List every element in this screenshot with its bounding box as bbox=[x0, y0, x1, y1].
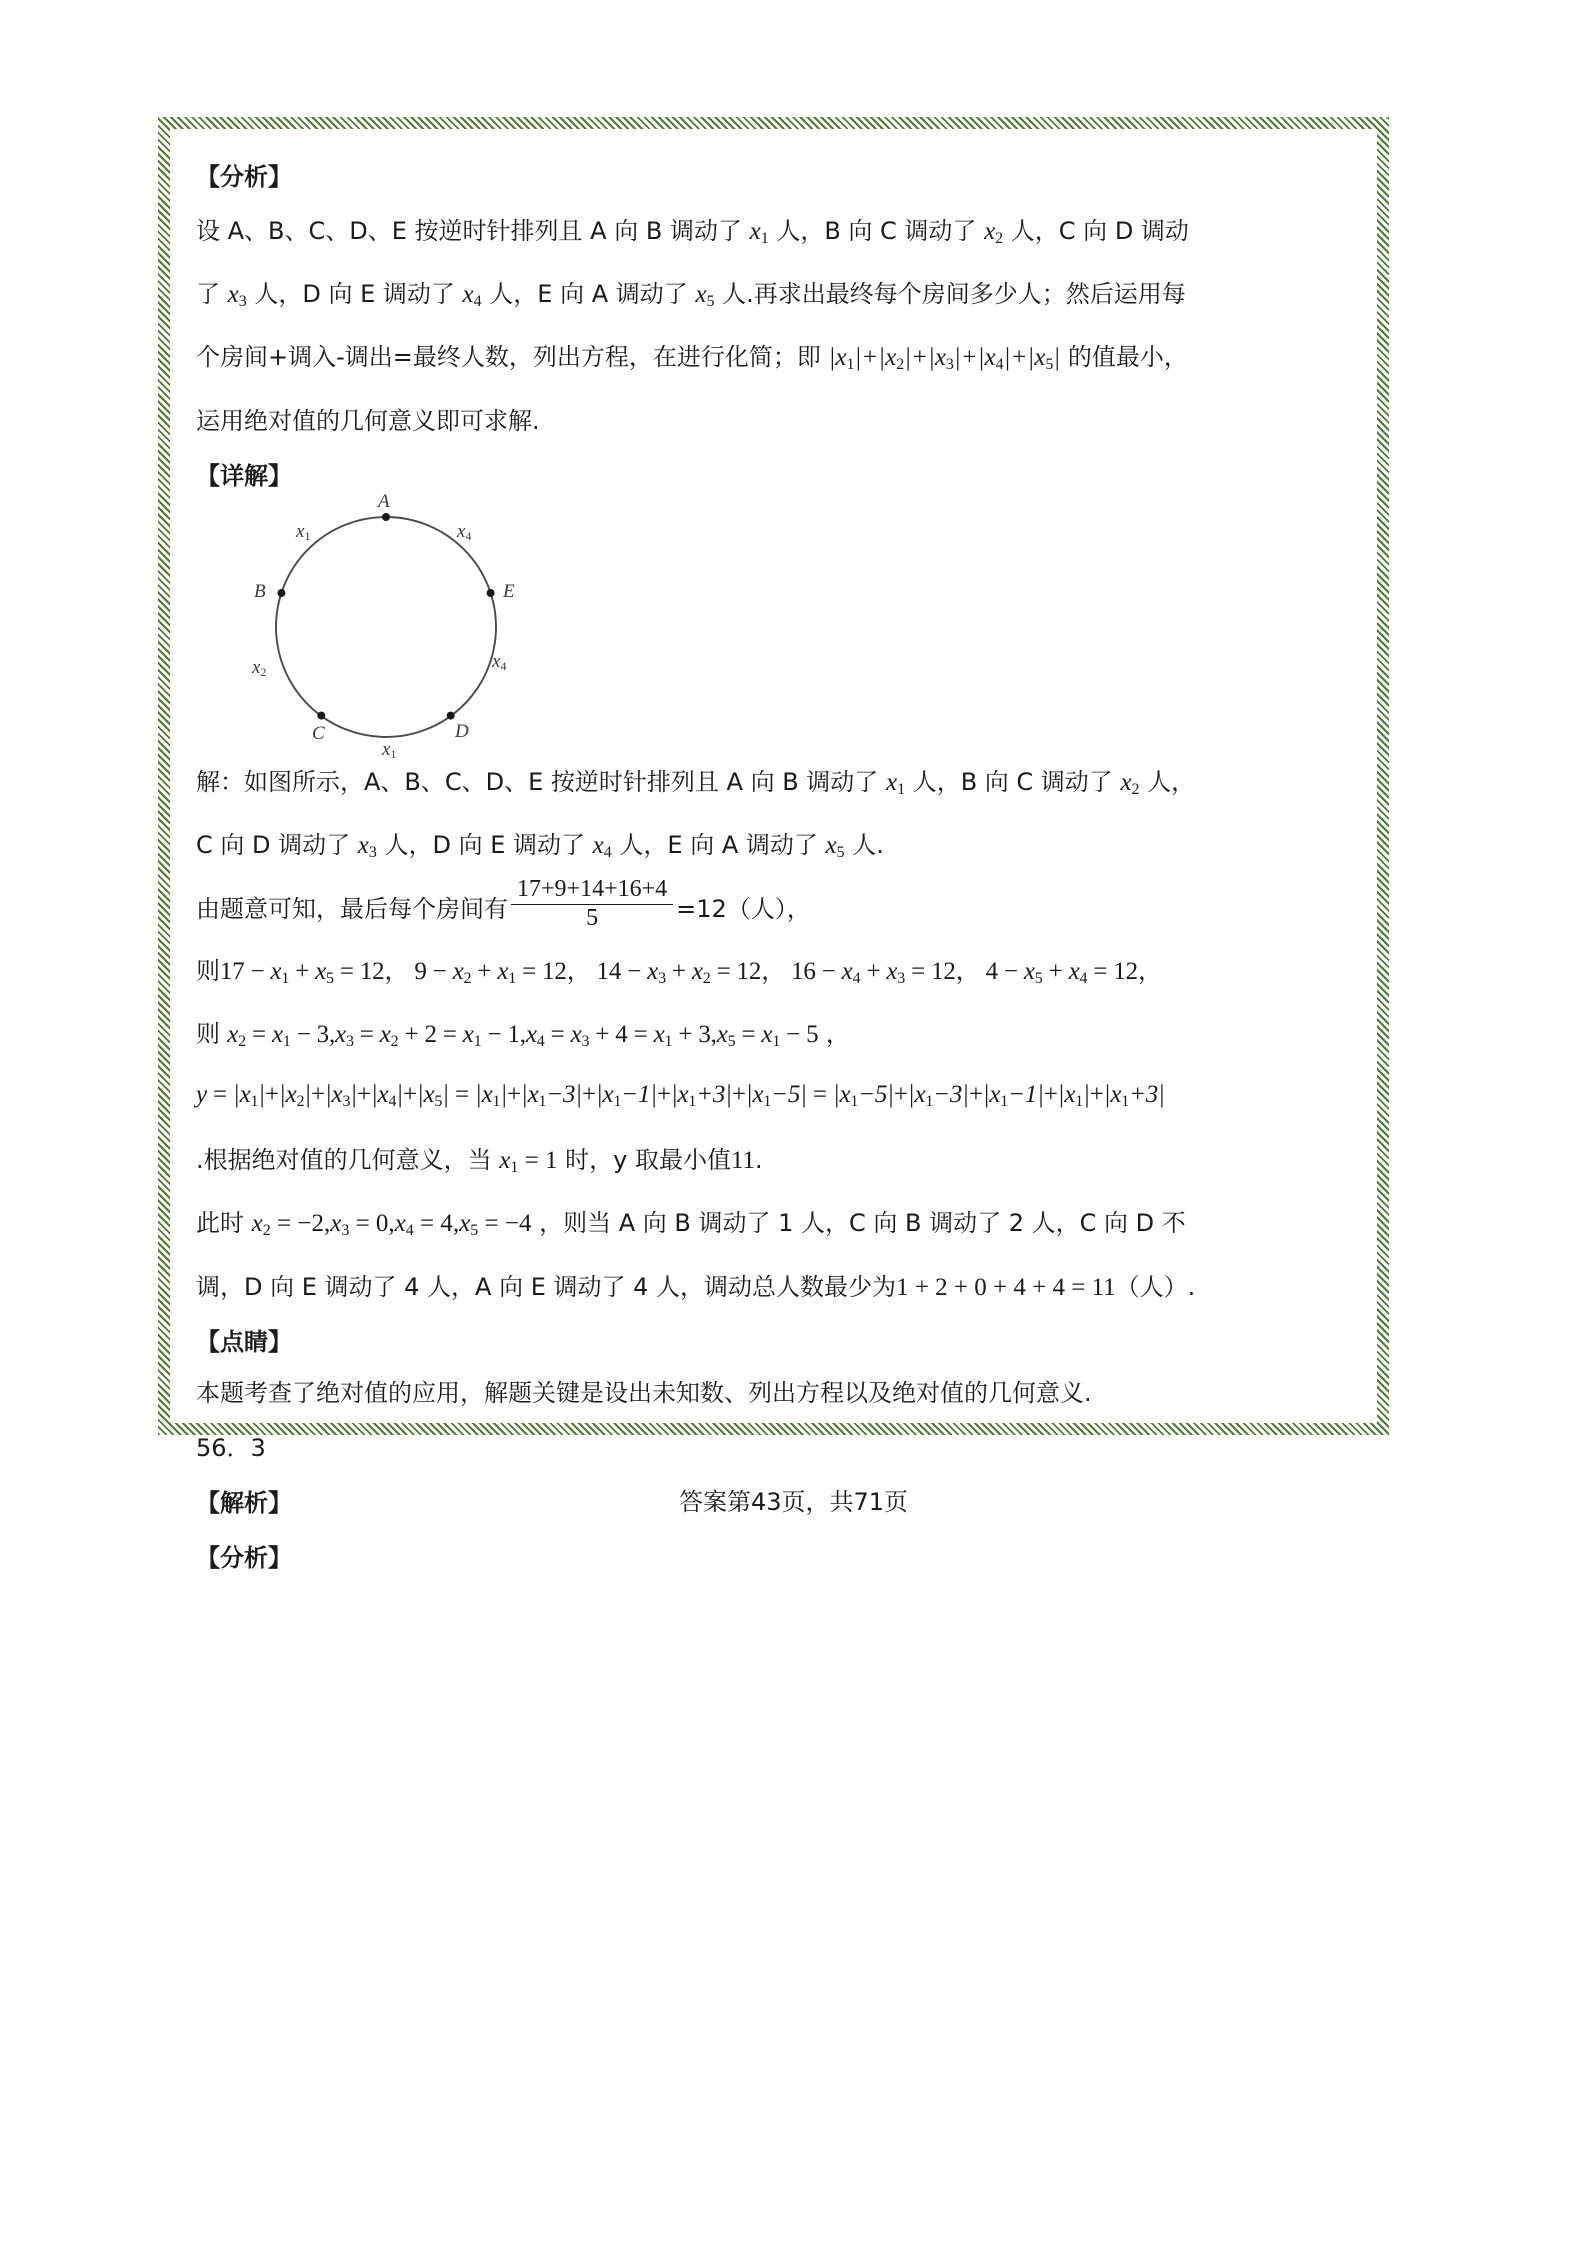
analysis-line-4: 运用绝对值的几何意义即可求解. bbox=[196, 407, 540, 435]
footer-text: 答案第43页，共71页 bbox=[678, 1488, 909, 1516]
diagram-label-e: E bbox=[503, 581, 515, 602]
result-line-1: 此时 $x_2 = -2,x_3 = 0,x_4 = 4,x_5 = -4$ ，则当 A 向 B 调动了 1 人，C 向 B 调动了 2 人，C 向 D 不 bbox=[196, 1209, 1186, 1239]
circle-diagram-svg bbox=[210, 499, 770, 749]
fraction-line bbox=[196, 875, 1351, 938]
diagram-arc-label-x4-right: $x_4$ bbox=[492, 651, 507, 673]
analysis-line-2: 了 $x_3$ 人，D 向 E 调动了 $x_4$ 人，E 向 A 调动了 $x_5$ 人.再求出最终每个房间多少人；然后运用每 bbox=[196, 280, 1186, 310]
analysis-line-1: 设 A、B、C、D、E 按逆时针排列且 A 向 B 调动了 $x_1$ 人，B 向 C 调动了 $x_2$ 人，C 向 D 调动 bbox=[196, 217, 1189, 247]
equations-line-1: 则$17 - x_1 + x_5 = 12$， $9 - x_2 + x_1 = 12$， $14 - x_3 + x_2 = 12$， $16 - x_4 + x_3 = 12$， $4 - x_5 + x_4 = 12$， bbox=[196, 957, 1162, 987]
big-equation-line: $y = |x_1|+|x_2|+|x_3|+|x_4|+|x_5| = |x_1|+|x_1-3|+|x_1-1|+|x_1+3|+|x_1-5| = |x_1-5|+|x_1-3|+|x_1-1|+|x_1|+|x_1+3|$ bbox=[196, 1080, 1165, 1110]
fraction-line-suffix: =12（人）， bbox=[676, 895, 811, 923]
fraction-denominator: 5 bbox=[511, 904, 673, 933]
diagram-circle bbox=[276, 517, 496, 737]
parse-tag: 【解析】 bbox=[196, 1489, 292, 1517]
fraction-line-prefix: 由题意可知，最后每个房间有 bbox=[196, 895, 508, 923]
diagram-point-b bbox=[277, 589, 285, 597]
diagram-arc-label-x1-bottom: $x_1$ bbox=[382, 739, 397, 761]
analysis-tag-row bbox=[196, 151, 1351, 198]
analysis-tag: 【分析】 bbox=[196, 163, 292, 191]
diagram-label-b: B bbox=[254, 581, 266, 602]
diagram-label-a: A bbox=[378, 491, 390, 512]
diagram-arc-label-x4-topright: $x_4$ bbox=[457, 521, 472, 543]
next-question-number-row bbox=[196, 1418, 1351, 1473]
detail-tag-row bbox=[196, 450, 1351, 497]
insight-tag-row bbox=[196, 1316, 1351, 1363]
insight-line bbox=[196, 1363, 1351, 1418]
diagram-label-d: D bbox=[455, 721, 469, 742]
min-value-line: .根据绝对值的几何意义，当 $x_1 = 1$ 时，y 取最小值11. bbox=[196, 1146, 763, 1176]
analysis-line-3: 个房间+调入-调出=最终人数，列出方程，在进行化简；即 $|x_1|+|x_2|+|x_3|+|x_4|+|x_5|$ 的值最小， bbox=[196, 343, 1188, 373]
detail-tag: 【详解】 bbox=[196, 462, 292, 490]
detail-line-2: C 向 D 调动了 $x_3$ 人，D 向 E 调动了 $x_4$ 人，E 向 A 调动了 $x_5$ 人. bbox=[196, 831, 884, 861]
diagram-point-e bbox=[487, 589, 495, 597]
fraction-numerator: 17+9+14+16+4 bbox=[517, 876, 668, 903]
fraction bbox=[511, 876, 673, 932]
diagram-arc-label-x2: $x_2$ bbox=[252, 657, 267, 679]
result-line-2: 调，D 向 E 调动了 4 人，A 向 E 调动了 4 人，调动总人数最少为1 + 2 + 0 + 4 + 4 = 11（人）. bbox=[196, 1273, 1196, 1301]
diagram-point-c bbox=[317, 712, 325, 720]
circle-diagram bbox=[210, 491, 770, 761]
diagram-arc-label-x1-top: $x_1$ bbox=[296, 521, 311, 543]
insight-tag: 【点睛】 bbox=[196, 1328, 292, 1356]
next-question-number: 56．3 bbox=[196, 1434, 266, 1462]
insight-text: 本题考查了绝对值的应用，解题关键是设出未知数、列出方程以及绝对值的几何意义. bbox=[196, 1379, 1092, 1407]
equations-line-2: 则 $x_2 = x_1 - 3,x_3 = x_2 + 2 = x_1 - 1,x_4 = x_3 + 4 = x_1 + 3,x_5 = x_1 - 5$ ， bbox=[196, 1020, 850, 1050]
page-footer bbox=[0, 1482, 1587, 1517]
diagram-point-a bbox=[382, 513, 390, 521]
diagram-label-c: C bbox=[312, 723, 325, 744]
analysis-tag2-row bbox=[196, 1528, 1351, 1583]
diagram-point-d bbox=[447, 712, 455, 720]
analysis-tag-2: 【分析】 bbox=[196, 1544, 292, 1572]
detail-line-1: 解：如图所示，A、B、C、D、E 按逆时针排列且 A 向 B 调动了 $x_1$ 人，B 向 C 调动了 $x_2$ 人， bbox=[196, 768, 1196, 798]
